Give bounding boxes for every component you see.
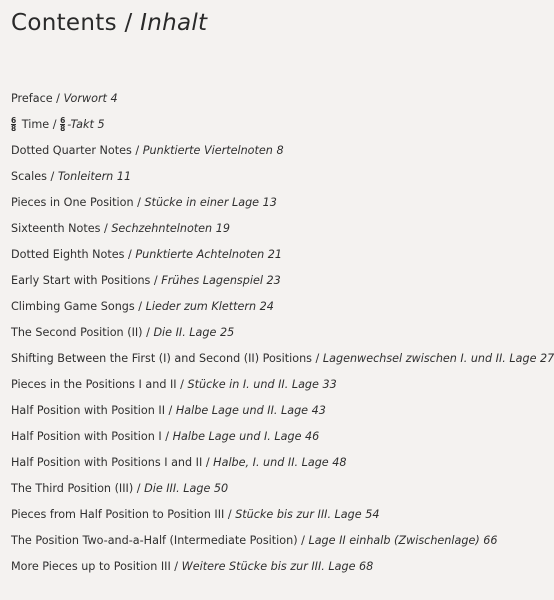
entry-english: Dotted Quarter Notes — [11, 144, 132, 157]
entry-english: Shifting Between the First (I) and Second (II) Positions — [11, 352, 312, 365]
time-signature-denominator: 8 — [11, 123, 17, 133]
toc-entry-shifting-first-second: Shifting Between the First (I) and Second (II) Positions / Lagenwechsel zwischen I. und II. Lage 27 — [11, 352, 554, 365]
entry-page-number: 4 — [110, 92, 118, 105]
entry-english: Half Position with Position II — [11, 404, 165, 417]
toc-entry-second-position: The Second Position (II) / Die II. Lage 25 — [11, 326, 235, 339]
time-signature-icon — [60, 117, 65, 132]
title-english: Contents — [11, 10, 117, 36]
entry-german: Stücke in I. und II. Lage — [187, 378, 319, 391]
toc-entry-early-start-positions: Early Start with Positions / Frühes Lagenspiel 23 — [11, 274, 281, 287]
toc-entry-six-eight-time: $\frac{6}{8}$ Time / $\frac{6}{8}$ -Takt 5 — [11, 115, 105, 133]
toc-entry-dotted-quarter-notes: Dotted Quarter Notes / Punktierte Viertelnoten 8 — [11, 144, 284, 157]
entry-english: Pieces in the Positions I and II — [11, 378, 177, 391]
time-signature-icon — [11, 117, 16, 132]
entry-page-number: 43 — [311, 404, 326, 417]
entry-english: Half Position with Position I — [11, 430, 162, 443]
title-german: Inhalt — [140, 10, 208, 36]
toc-entry-sixteenth-notes: Sixteenth Notes / Sechzehntelnoten 19 — [11, 222, 230, 235]
entry-page-number: 66 — [483, 534, 498, 547]
toc-entry-two-and-a-half-position: The Position Two-and-a-Half (Intermediate Position) / Lage II einhalb (Zwischenlage) 66 — [11, 534, 498, 547]
entry-page-number: 46 — [305, 430, 320, 443]
entry-english: Preface — [11, 92, 53, 105]
entry-german: Halbe Lage und I. Lage — [172, 430, 302, 443]
entry-page-number: 54 — [365, 508, 380, 521]
entry-german: Stücke bis zur III. Lage — [235, 508, 362, 521]
entry-page-number: 19 — [215, 222, 230, 235]
toc-entry-half-position-ii: Half Position with Position II / Halbe Lage und II. Lage 43 — [11, 404, 326, 417]
title-separator: / — [116, 10, 141, 36]
entry-page-number: 5 — [97, 118, 105, 131]
entry-english: Early Start with Positions — [11, 274, 151, 287]
page-title — [11, 10, 207, 36]
entry-german: Halbe, I. und II. Lage — [213, 456, 329, 469]
entry-german: Lage II einhalb (Zwischenlage) — [308, 534, 480, 547]
entry-page-number: 68 — [359, 560, 374, 573]
entry-german: Sechzehntelnoten — [111, 222, 213, 235]
entry-page-number: 21 — [267, 248, 282, 261]
entry-page-number: 25 — [219, 326, 235, 339]
entry-german: -Takt — [67, 118, 94, 131]
toc-entry-half-position-i-ii: Half Position with Positions I and II / Halbe, I. und II. Lage 48 — [11, 456, 347, 469]
entry-english: More Pieces up to Position III — [11, 560, 171, 573]
toc-entry-more-pieces-iii: More Pieces up to Position III / Weitere Stücke bis zur III. Lage 68 — [11, 560, 374, 573]
entry-page-number: 13 — [262, 196, 277, 209]
entry-german: Vorwort — [63, 92, 107, 105]
time-signature-denominator: 8 — [60, 123, 66, 133]
entry-german: Die III. Lage — [144, 482, 211, 495]
table-of-contents — [11, 90, 554, 584]
time-signature-numerator: 6 — [11, 115, 17, 125]
time-signature-numerator: 6 — [60, 115, 66, 125]
entry-german: Stücke in einer Lage — [144, 196, 260, 209]
entry-english: Dotted Eighth Notes — [11, 248, 125, 261]
entry-german: Punktierte Viertelnoten — [142, 144, 273, 157]
entry-german: Halbe Lage und II. Lage — [175, 404, 309, 417]
entry-german: Tonleitern — [57, 170, 114, 183]
entry-page-number: 11 — [116, 170, 132, 183]
entry-page-number: 27 — [540, 352, 554, 365]
entry-english: Half Position with Positions I and II — [11, 456, 203, 469]
entry-english: Scales — [11, 170, 47, 183]
entry-page-number: 50 — [213, 482, 229, 495]
entry-german: Weitere Stücke bis zur III. Lage — [181, 560, 356, 573]
entry-german: Frühes Lagenspiel — [161, 274, 263, 287]
toc-entry-preface: Preface / Vorwort 4 — [11, 92, 118, 105]
toc-entry-scales: Scales / Tonleitern 11 — [11, 170, 132, 183]
entry-english: The Third Position (III) — [11, 482, 134, 495]
toc-entry-half-position-i: Half Position with Position I / Halbe Lage und I. Lage 46 — [11, 430, 320, 443]
entry-english: The Position Two-and-a-Half (Intermediate Position) — [11, 534, 298, 547]
entry-english: Sixteenth Notes — [11, 222, 101, 235]
entry-german: Punktierte Achtelnoten — [135, 248, 265, 261]
entry-english: Pieces from Half Position to Position III — [11, 508, 225, 521]
entry-page-number: 8 — [276, 144, 284, 157]
toc-entry-pieces-one-position: Pieces in One Position / Stücke in einer Lage 13 — [11, 196, 277, 209]
entry-english: Climbing Game Songs — [11, 300, 135, 313]
entry-page-number: 24 — [259, 300, 274, 313]
entry-english: Time — [21, 118, 50, 131]
toc-entry-pieces-half-to-iii: Pieces from Half Position to Position III / Stücke bis zur III. Lage 54 — [11, 508, 380, 521]
entry-german: Die II. Lage — [153, 326, 217, 339]
entry-page-number: 23 — [266, 274, 281, 287]
toc-entry-climbing-game-songs: Climbing Game Songs / Lieder zum Klettern 24 — [11, 300, 274, 313]
entry-english: The Second Position (II) — [11, 326, 143, 339]
entry-german: Lagenwechsel zwischen I. und II. Lage — [322, 352, 537, 365]
toc-entry-pieces-positions-i-ii: Pieces in the Positions I and II / Stücke in I. und II. Lage 33 — [11, 378, 337, 391]
toc-entry-third-position: The Third Position (III) / Die III. Lage 50 — [11, 482, 229, 495]
entry-page-number: 48 — [332, 456, 347, 469]
entry-page-number: 33 — [322, 378, 337, 391]
toc-entry-dotted-eighth-notes: Dotted Eighth Notes / Punktierte Achtelnoten 21 — [11, 248, 282, 261]
entry-german: Lieder zum Klettern — [145, 300, 257, 313]
entry-english: Pieces in One Position — [11, 196, 134, 209]
